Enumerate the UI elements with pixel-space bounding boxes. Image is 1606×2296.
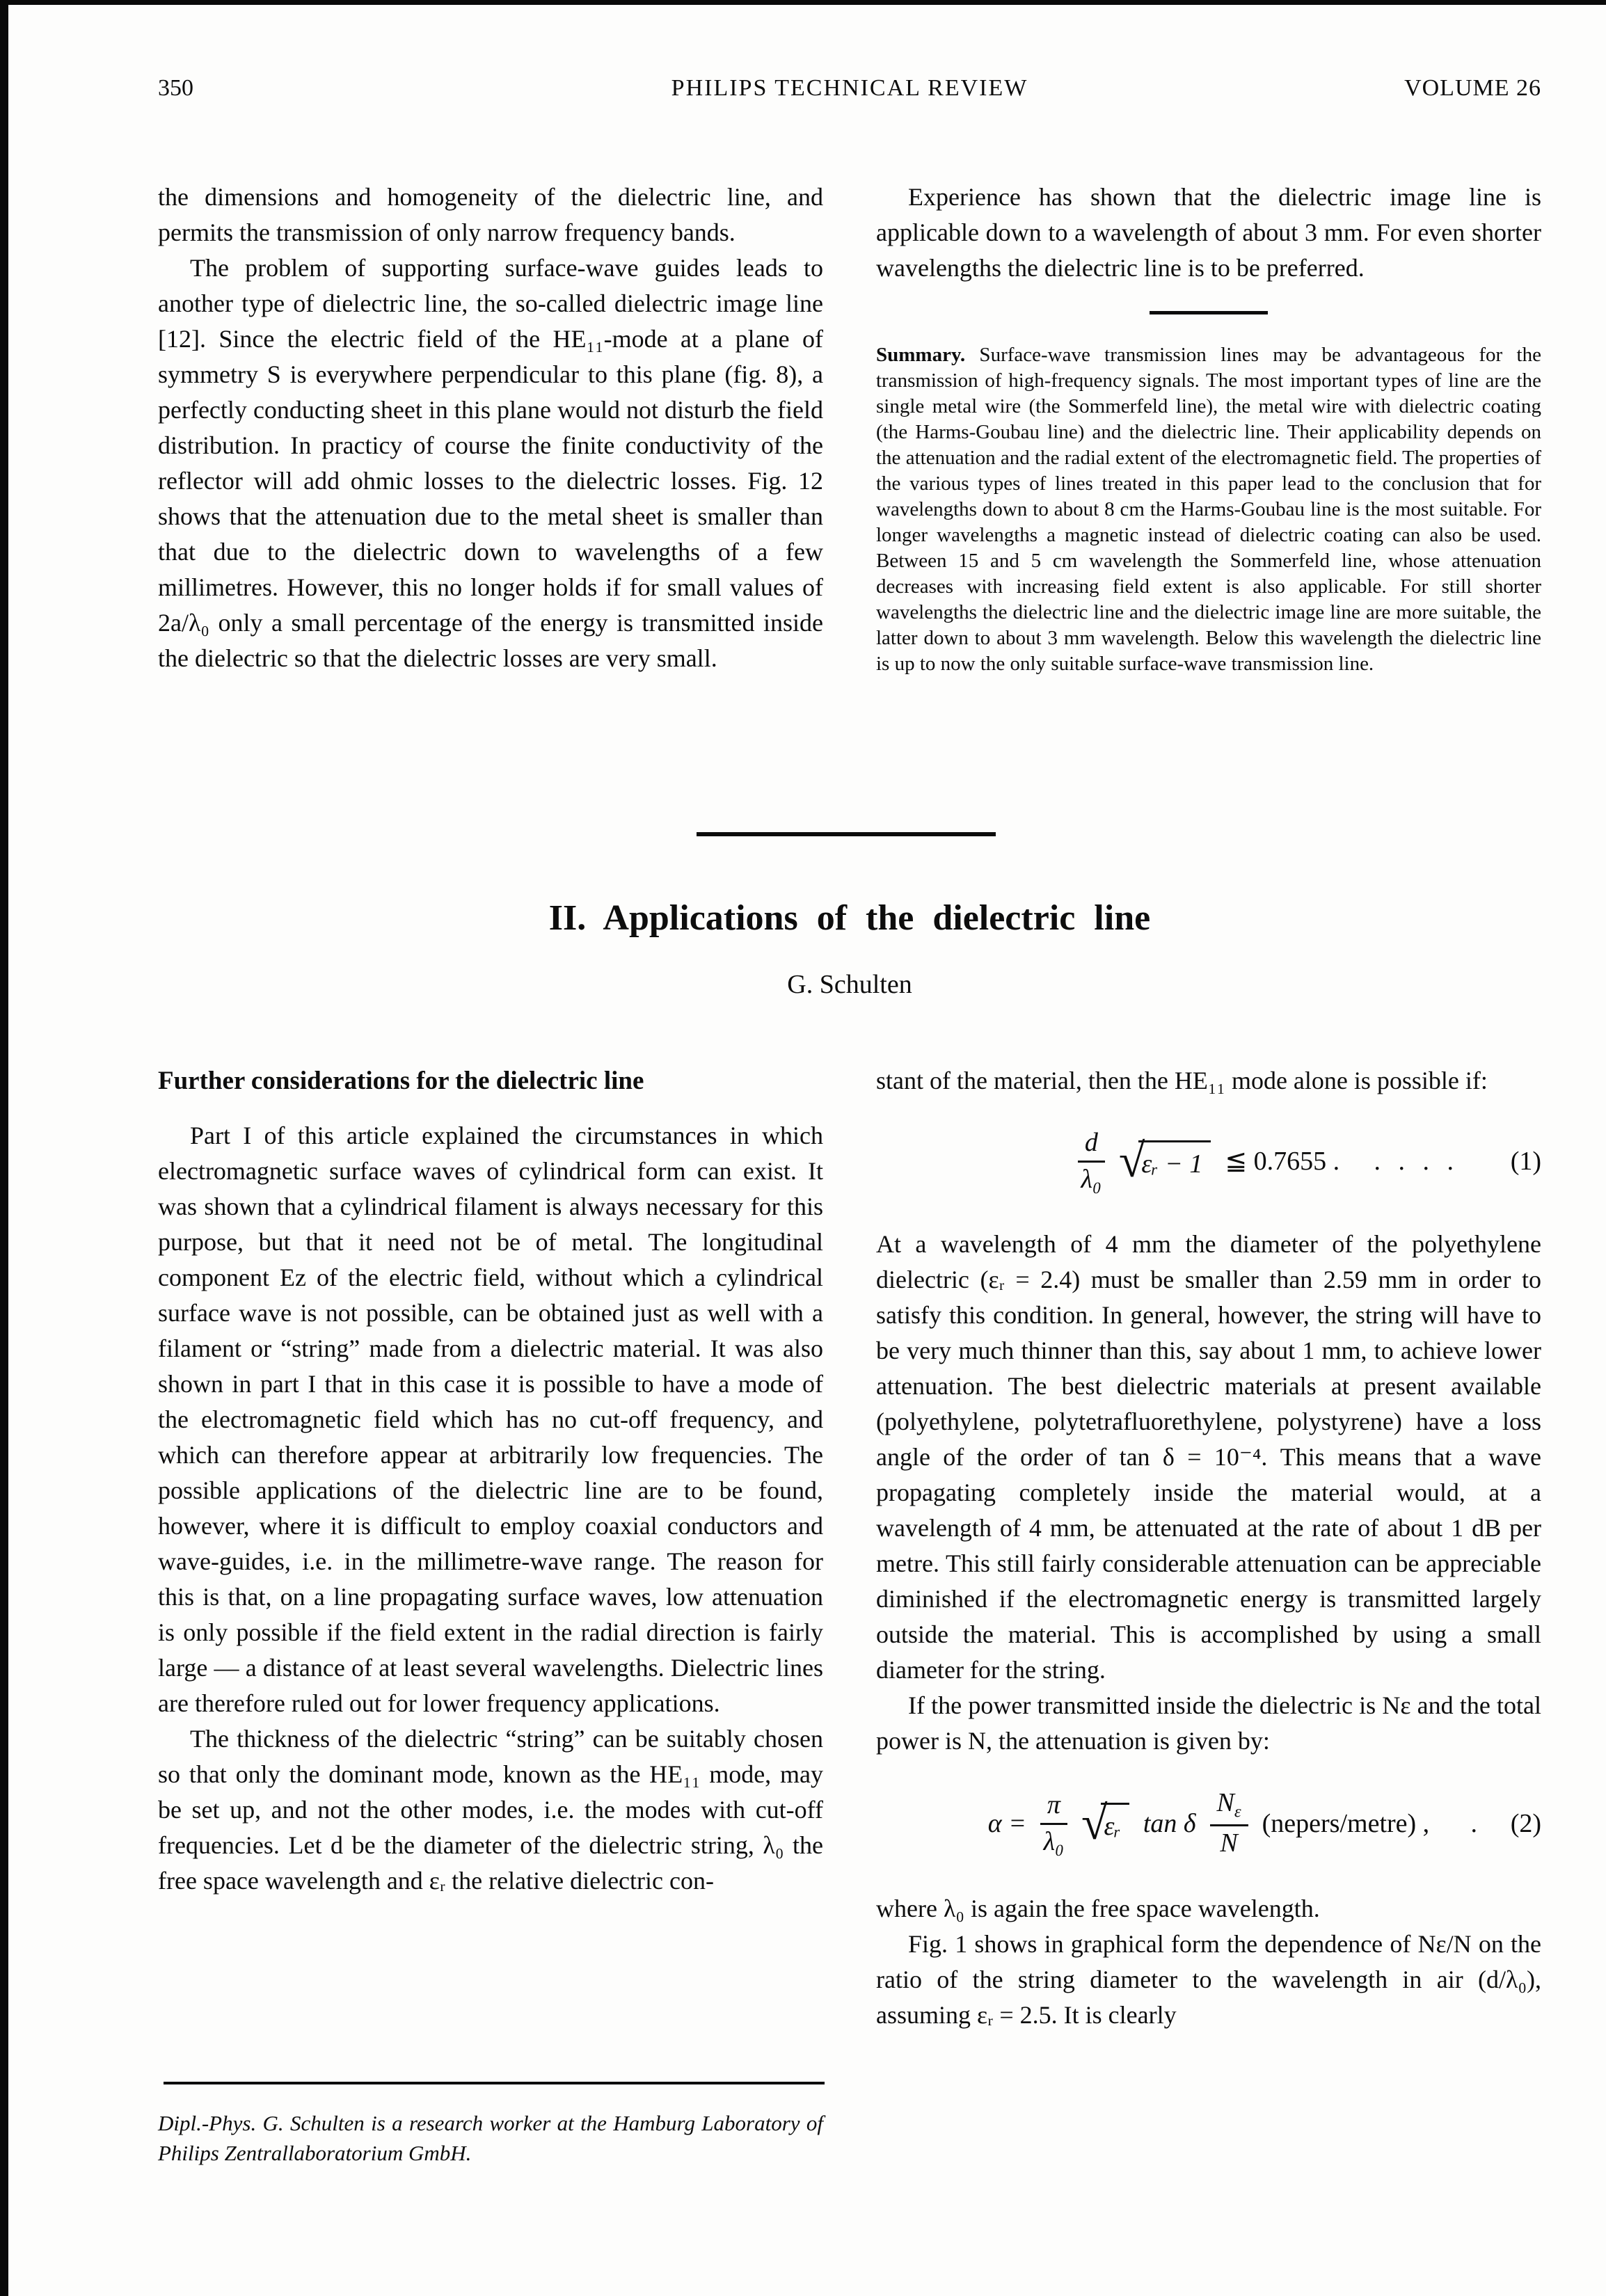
equation-dots: . [1470, 1808, 1477, 1838]
fraction-numerator: $N_\varepsilon$ [1210, 1788, 1248, 1826]
radicand: εᵣ − 1 [1138, 1140, 1211, 1182]
radical [1118, 1134, 1211, 1188]
radical [1081, 1796, 1129, 1850]
section-title-block [158, 832, 1541, 1000]
equation-number: (2) [1510, 1808, 1541, 1838]
body-paragraph: Fig. 1 shows in graphical form the dependence of Nε/N on the ratio of the string diameter to the wavelength in air (d/λ₀), assuming εᵣ = 2.5. It is clearly [876, 1930, 1541, 2030]
volume-label: VOLUME 26 [1404, 75, 1541, 101]
equation-number: (1) [1510, 1146, 1541, 1176]
subscript: ε [1234, 1802, 1241, 1821]
body-paragraph: The problem of supporting surface-wave guides leads to another type of dielectric line, the so-called dielectric image line [12]. Since the electric field of the HE₁₁-mode at a plane of symmetry S is everywhere perpendicular to this plane (fig. 8), a perfectly conducting sheet in this plane would not disturb the field distribution. In practicy of course the finite conductivity of the reflector will add ohmic losses to the dielectric losses. Fig. 12 shows that the attenuation due to the metal sheet is smaller than that due to the dielectric down to wavelengths of a few millimetres. However, this no longer holds if for small values of 2a/λ₀ only a small percentage of the energy is transmitted inside the dielectric so that the dielectric losses are very small. [158, 254, 823, 672]
equation-lhs: α = [987, 1808, 1026, 1838]
footnote-block [158, 2082, 823, 2168]
page-edge-bar [0, 0, 8, 2296]
section-author: G. Schulten [787, 970, 912, 999]
summary-block [876, 342, 1541, 677]
equation-relation: ≦ 0.7655 . [1225, 1146, 1340, 1176]
fraction-numerator: d [1078, 1128, 1105, 1163]
part2-left-column [158, 1063, 823, 2246]
body-paragraph: The thickness of the dielectric “string” can be suitably chosen so that only the dominant mode, known as the HE₁₁ mode, may be set up, and not the other modes, i.e. the modes with cut-off frequencies. Let d be the diameter of the dielectric string, λ₀ the free space wavelength and εᵣ the relative dielectric con- [158, 1725, 823, 1895]
running-header [158, 75, 1541, 107]
equation-1 [876, 1128, 1541, 1195]
section-heading: Further considerations for the dielectric line [158, 1067, 644, 1095]
page-number: 350 [158, 75, 193, 101]
page-edge-line [0, 0, 1606, 5]
equation-dots: . . . . [1374, 1146, 1459, 1176]
part2-columns [158, 1063, 1541, 2246]
fraction-numerator: π [1040, 1790, 1067, 1825]
equation-2 [876, 1788, 1541, 1859]
footnote-rule [164, 2082, 825, 2084]
fraction-denominator: λ₀ [1043, 1826, 1065, 1856]
section-divider-rule [697, 832, 996, 836]
radical-sign: √ [1118, 1134, 1145, 1188]
equation-function: tan δ [1143, 1808, 1196, 1838]
radical-sign: √ [1081, 1796, 1108, 1850]
body-paragraph: where λ₀ is again the free space wavelength. [876, 1895, 1320, 1923]
fraction [1078, 1128, 1105, 1195]
radicand: εᵣ [1101, 1803, 1129, 1844]
summary-lead: Summary. [876, 344, 966, 366]
body-paragraph: Part I of this article explained the circumstances in which electromagnetic surface waves of cylindrical form can exist. It was shown that a cylindrical filament is always necessary for this purpose, but that it need not be of metal. The longitudinal component Ez of the electric field, without which a cylindrical surface wave is not possible, can be obtained just as well with a filament or “string” made from a dielectric material. It was also shown in part I that in this case it is possible to have a mode of the electromagnetic field which has no cut-off frequency, and which can therefore appear at arbitrarily low frequencies. The possible applications of the dielectric line are to be found, however, where it is difficult to employ coaxial conductors and wave-guides, i.e. in the millimetre-wave range. The reason for this is that, on a line propagating surface waves, low attenuation is only possible if the field extent in the radial direction is fairly large — a distance of at least several wavelengths. Dielectric lines are therefore ruled out for lower frequency applications. [158, 1122, 823, 1717]
continuation-paragraph: the dimensions and homogeneity of the dielectric line, and permits the transmission of only narrow frequency bands. [158, 183, 823, 246]
part1-columns [158, 180, 1541, 834]
journal-title: PHILIPS TECHNICAL REVIEW [671, 75, 1028, 101]
footnote-text: Dipl.-Phys. G. Schulten is a research worker at the Hamburg Laboratory of Philips Zentrallaboratorium GmbH. [158, 2111, 823, 2165]
body-paragraph: At a wavelength of 4 mm the diameter of the polyethylene dielectric (εᵣ = 2.4) must be smaller than 2.59 mm in order to satisfy this condition. In general, however, the string will have to be very much thinner than this, say about 1 mm, to achieve lower attenuation. The best dielectric materials at present available (polyethylene, polytetrafluorethylene, polystyrene) have a loss angle of the order of tan δ = 10⁻⁴. This means that a wave propagating completely inside the material would, at a wavelength of 4 mm, be attenuated at the rate of about 1 dB per metre. This still fairly considerable attenuation can be appreciable diminished if the electromagnetic energy is transmitted largely outside the material. This is accomplished by using a small diameter for the string. [876, 1230, 1541, 1684]
fraction [1210, 1788, 1248, 1859]
equation-unit: (nepers/metre) , [1262, 1808, 1430, 1838]
section-title: II. Applications of the dielectric line [548, 898, 1151, 938]
part1-left-column [158, 180, 823, 834]
fraction-denominator: N [1220, 1828, 1238, 1858]
body-paragraph: Experience has shown that the dielectric image line is applicable down to a wavelength of about 3 mm. For even shorter wavelengths the dielectric line is to be preferred. [876, 183, 1541, 282]
divider-rule-short [1150, 311, 1268, 314]
body-paragraph: If the power transmitted inside the dielectric is Nε and the total power is N, the attenuation is given by: [876, 1691, 1541, 1755]
summary-text: Surface-wave transmission lines may be advantageous for the transmission of high-frequency signals. The most important types of line are the single metal wire (the Sommerfeld line), the metal wire with dielectric coating (the Harms-Goubau line) and the dielectric line. Their applicability depends on the attenuation and the radial extent of the electromagnetic field. The properties of the various types of lines treated in this paper lead to the conclusion that for wavelengths down to about 8 cm the Harms-Goubau line is the most suitable. For longer wavelengths a magnetic instead of dielectric coating can also be used. Between 15 and 5 cm wavelength the Sommerfeld line, whose attenuation decreases with increasing field extent is also applicable. For still shorter wavelengths the dielectric line and the dielectric image line are more suitable, the latter down to about 3 mm wavelength. Below this wavelength the dielectric line is up to now the only suitable surface-wave transmission line. [876, 344, 1541, 675]
fraction-denominator: λ₀ [1081, 1164, 1102, 1194]
body-paragraph: stant of the material, then the HE₁₁ mode alone is possible if: [876, 1067, 1488, 1094]
part1-right-column [876, 180, 1541, 834]
part2-right-column [876, 1063, 1541, 2246]
fraction [1040, 1790, 1067, 1857]
